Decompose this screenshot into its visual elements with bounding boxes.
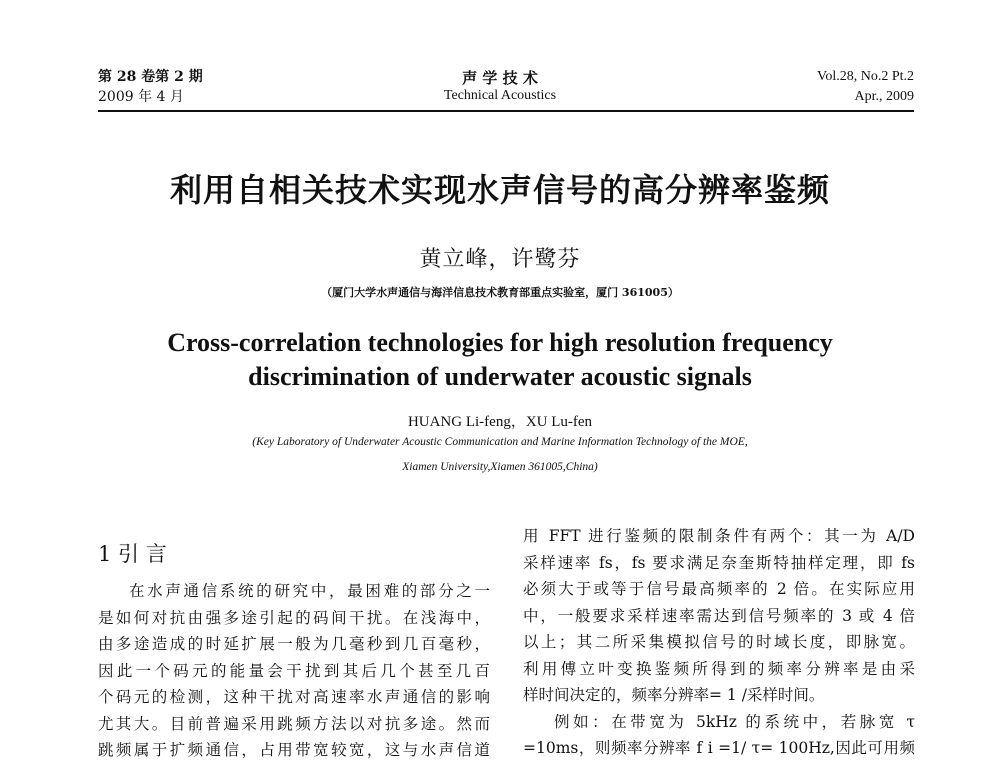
journal-name-en: Technical Acoustics <box>443 88 557 103</box>
header-rule <box>98 110 914 112</box>
authors-cn: 黄立峰，许鹭芬 <box>419 247 581 272</box>
section-heading: 1 引 言 <box>98 542 167 566</box>
right-line: 用 FFT 进行鉴频的限制条件有两个：其一为 A/D <box>523 527 915 545</box>
left-line: 尤其大。目前普遍采用跳频方法以对抗多途。然而 <box>98 714 490 733</box>
left-line: 是如何对抗由强多途引起的码间干扰。在浅海中， <box>98 608 490 627</box>
right-line: 利用傅立叶变换鉴频所得到的频率分辨率是由采 <box>523 659 915 678</box>
affiliation-en-line1: (Key Laboratory of Underwater Acoustic Communication and Marine Information Technology of the MOE, <box>252 436 748 448</box>
date-cn: 2009 年 4 月 <box>98 89 184 105</box>
right-column <box>523 523 915 762</box>
date-en: Apr., 2009 <box>854 89 914 104</box>
left-line: 在水声通信系统的研究中，最困难的部分之一 <box>129 582 490 600</box>
paper-title-en-line1: Cross-correlation technologies for high resolution frequency <box>167 328 833 357</box>
volume-en: Vol.28, No.2 Pt.2 <box>817 69 914 84</box>
right-line: 以上；其二所采集模拟信号的时域长度，即脉宽。 <box>523 633 915 651</box>
right-line: 样时间决定的，频率分辨率= 1 /采样时间。 <box>523 686 825 704</box>
issue-cn: 第 28 卷第 2 期 <box>98 69 203 85</box>
right-line: 必须大于或等于信号最高频率的 2 倍。在实际应用 <box>523 580 915 598</box>
left-column <box>98 578 490 764</box>
affiliation-en-line2: Xiamen University,Xiamen 361005,China) <box>402 461 598 473</box>
right-line: 例如：在带宽为 5kHz 的系统中，若脉宽 τ <box>554 712 915 731</box>
authors-en: HUANG Li-feng，XU Lu-fen <box>407 414 593 430</box>
right-line: 中，一般要求采样速率需达到信号频率的 3 或 4 倍 <box>523 606 915 625</box>
left-line: 由多途造成的时延扩展一般为几毫秒到几百毫秒， <box>98 635 490 653</box>
right-line: 采样速率 fs，fs 要求满足奈奎斯特抽样定理，即 fs <box>523 553 915 572</box>
left-line: 跳频属于扩频通信，占用带宽较宽，这与水声信道 <box>98 741 490 759</box>
right-line: =10ms，则频率分辨率 f i =1/ τ= 100Hz,因此可用频 <box>523 739 915 757</box>
left-line: 因此一个码元的能量会干扰到其后几个甚至几百 <box>98 661 490 680</box>
paper-title-en-line2: discrimination of underwater acoustic signals <box>248 362 752 391</box>
affiliation-cn: （厦门大学水声通信与海洋信息技术教育部重点实验室，厦门 361005） <box>321 286 679 299</box>
journal-name-cn: 声 学 技 术 <box>462 69 538 87</box>
paper-title-cn: 利用自相关技术实现水声信号的高分辨率鉴频 <box>169 171 830 209</box>
left-line: 个码元的检测，这种干扰对高速率水声通信的影响 <box>98 688 490 706</box>
